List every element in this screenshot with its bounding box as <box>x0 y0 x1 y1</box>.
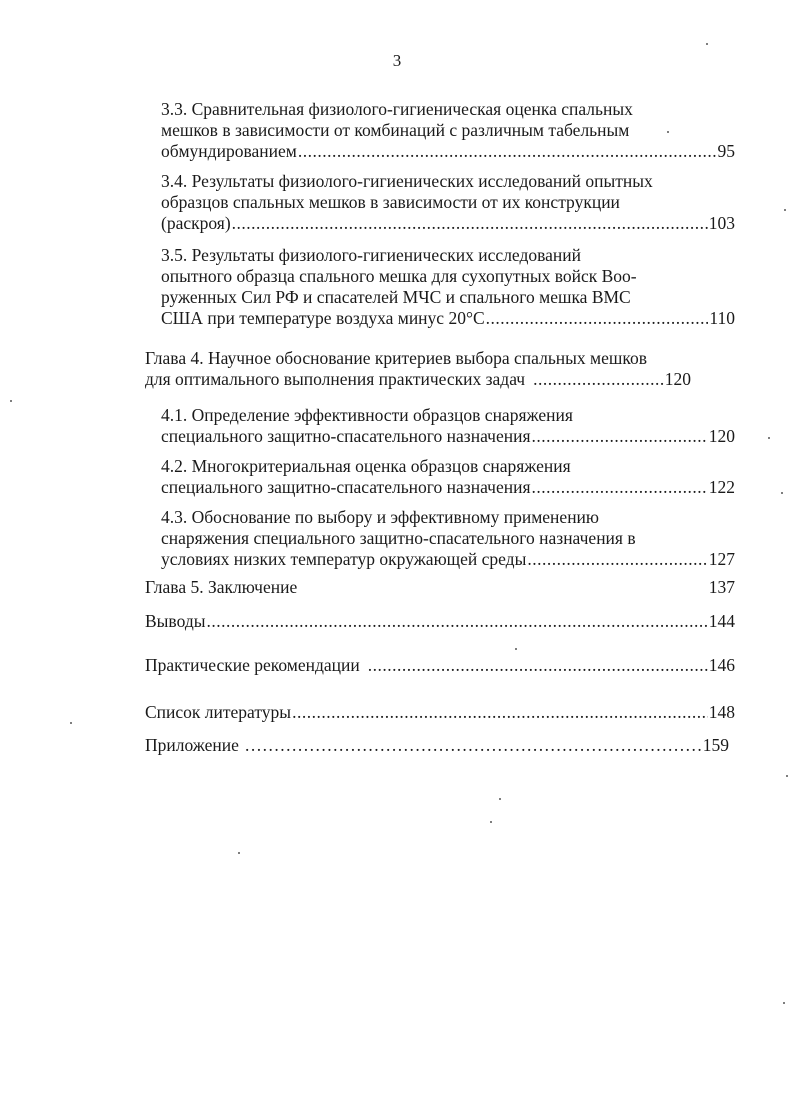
toc-entry-last-line <box>145 611 735 632</box>
toc-page-number: 137 <box>708 577 735 597</box>
scan-speck <box>781 492 783 494</box>
toc-entry-last-line <box>161 141 735 162</box>
toc-entry-text-line: Приложение <box>145 735 239 755</box>
toc-entry-text-line: 3.4. Результаты физиолого-гигиенических исследований опытных <box>161 171 653 191</box>
toc-entry-text-line: образцов спальных мешков в зависимости от их конструкции <box>161 192 620 212</box>
toc-entry-last-line <box>145 702 735 723</box>
toc-entry-last-line <box>161 308 735 329</box>
toc-page-number: 146 <box>708 655 735 675</box>
toc-entry-last-line <box>145 655 735 676</box>
toc-entry-conclusions <box>145 611 735 632</box>
toc-entry-last-line <box>161 213 735 234</box>
toc-entry-text-line: мешков в зависимости от комбинаций с различным табельным <box>161 120 630 140</box>
scan-speck <box>786 775 788 777</box>
dot-leader <box>298 141 717 162</box>
toc-entry-text-line: руженных Сил РФ и спасателей МЧС и спального мешка ВМС <box>161 287 631 307</box>
dot-leader <box>292 702 708 723</box>
toc-entry-text-line: опытного образца спального мешка для сухопутных войск Воо- <box>161 266 637 286</box>
toc-entry-text-line: Глава 5. Заключение <box>145 577 298 597</box>
toc-page-number: 159 <box>702 735 729 755</box>
scan-speck <box>515 648 517 650</box>
toc-entry-text-line: 3.5. Результаты физиолого-гигиенических исследований <box>161 245 582 265</box>
toc-entry-last-line <box>161 426 735 447</box>
toc-page-number: 144 <box>708 611 735 631</box>
toc-entry-text-line: 4.2. Многокритериальная оценка образцов снаряжения <box>161 456 571 476</box>
toc-entry-appendix <box>145 735 729 756</box>
toc-entry-4-3 <box>161 507 735 570</box>
toc-entry-bibliography <box>145 702 735 723</box>
dot-leader <box>533 369 664 390</box>
toc-entry-text-line: снаряжения специального защитно-спасательного назначения в <box>161 528 636 548</box>
scan-speck <box>768 437 770 439</box>
toc-entry-last-line <box>161 549 735 570</box>
scan-speck <box>490 821 492 823</box>
toc-entry-text-line: Практические рекомендации <box>145 655 360 675</box>
toc-page-number: 110 <box>709 308 735 328</box>
toc-page-number: 148 <box>708 702 735 722</box>
page-number: 3 <box>392 51 402 70</box>
toc-page-number: 120 <box>708 426 735 446</box>
toc-entry-text-line: Выводы <box>145 611 206 631</box>
toc-entry-3-5 <box>161 245 735 329</box>
dot-leader <box>532 426 708 447</box>
scan-speck <box>706 43 708 45</box>
toc-page-number: 122 <box>708 477 735 497</box>
toc-page-number: 120 <box>664 369 691 389</box>
dot-leader <box>527 549 707 570</box>
dot-leader <box>206 611 707 632</box>
dot-leader <box>486 308 709 329</box>
toc-entry-3-3 <box>161 99 735 162</box>
scan-speck <box>667 131 669 133</box>
toc-entry-text-line: специального защитно-спасательного назначения <box>161 426 531 446</box>
toc-entry-text-line: США при температуре воздуха минус 20°С <box>161 308 485 328</box>
toc-entry-text-line: обмундированием <box>161 141 297 161</box>
scan-speck <box>70 722 72 724</box>
toc-entry-text-line: 4.1. Определение эффективности образцов снаряжения <box>161 405 573 425</box>
toc-entry-recommendations <box>145 655 735 676</box>
toc-page-number: 127 <box>708 549 735 569</box>
toc-entry-text-line: для оптимального выполнения практических задач <box>145 369 526 389</box>
toc-entry-text-line: 3.3. Сравнительная физиолого-гигиеническая оценка спальных <box>161 99 633 119</box>
toc-entry-chapter-4 <box>145 348 691 390</box>
toc-entry-text-line: 4.3. Обоснование по выбору и эффективному применению <box>161 507 599 527</box>
dot-leader <box>368 655 708 676</box>
toc-entry-chapter-5 <box>145 577 735 598</box>
scan-speck <box>784 209 786 211</box>
dot-leader <box>532 477 708 498</box>
scan-speck <box>10 400 12 402</box>
toc-entry-text-line: (раскроя) <box>161 213 231 233</box>
dot-leader <box>232 213 708 234</box>
toc-entry-text-line: Список литературы <box>145 702 292 722</box>
toc-entry-4-2 <box>161 456 735 498</box>
toc-page-number: 103 <box>708 213 735 233</box>
toc-entry-text-line: условиях низких температур окружающей среды <box>161 549 527 569</box>
toc-entry-line <box>145 577 735 598</box>
toc-entry-text-line: специального защитно-спасательного назначения <box>161 477 531 497</box>
dot-leader <box>245 735 702 756</box>
toc-entry-last-line <box>145 735 729 756</box>
toc-entry-text-line: Глава 4. Научное обоснование критериев выбора спальных мешков <box>145 348 647 368</box>
scan-speck <box>499 798 501 800</box>
scan-speck <box>783 1002 785 1004</box>
toc-page-number: 95 <box>717 141 735 161</box>
toc-entry-3-4 <box>161 171 735 234</box>
toc-entry-last-line <box>145 369 691 390</box>
scan-speck <box>238 852 240 854</box>
toc-entry-last-line <box>161 477 735 498</box>
toc-entry-4-1 <box>161 405 735 447</box>
